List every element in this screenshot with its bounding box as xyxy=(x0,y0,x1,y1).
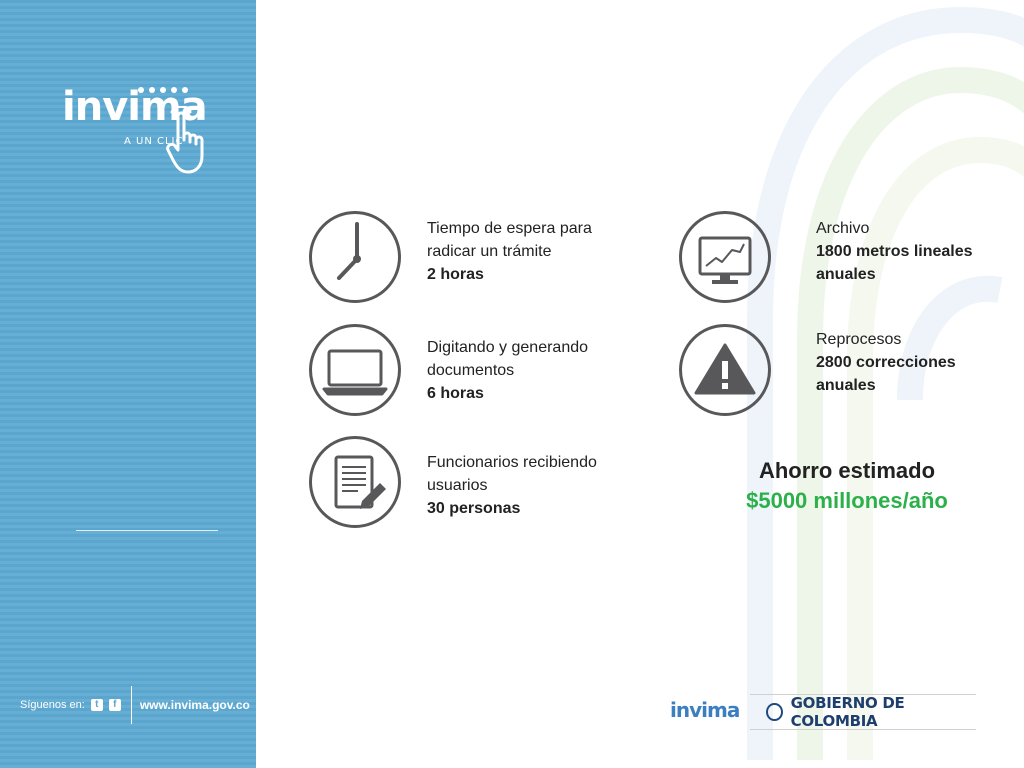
document-pen-icon xyxy=(309,436,401,528)
government-logo xyxy=(750,694,976,730)
item-typing-value: 6 horas xyxy=(427,385,484,402)
item-archive xyxy=(816,217,973,286)
social-label: Síguenos en: xyxy=(20,699,85,711)
savings-label: Ahorro estimado xyxy=(758,458,936,483)
colombia-seal-icon xyxy=(766,703,783,721)
item-wait-time-value: 2 horas xyxy=(427,266,484,283)
twitter-icon[interactable]: t xyxy=(91,699,103,711)
pointing-hand-icon xyxy=(164,106,208,176)
item-wait-time-line1: Tiempo de espera para xyxy=(427,220,592,237)
item-archive-value2: anuales xyxy=(816,266,876,283)
item-rework xyxy=(816,328,956,397)
item-staff-line2: usuarios xyxy=(427,477,488,494)
warning-icon xyxy=(679,324,771,416)
facebook-icon[interactable]: f xyxy=(109,699,121,711)
social-separator xyxy=(131,686,132,724)
item-typing-line1: Digitando y generando xyxy=(427,339,589,356)
monitor-chart-icon xyxy=(679,211,771,303)
sidebar-divider xyxy=(76,530,218,531)
footer-invima-logo xyxy=(670,694,740,728)
savings-block xyxy=(712,456,982,516)
item-rework-line1: Reprocesos xyxy=(816,331,902,348)
item-wait-time-line2: radicar un trámite xyxy=(427,243,552,260)
social-bar xyxy=(20,690,250,720)
logo-subtitle: A UN CLIC xyxy=(124,136,184,147)
website-link[interactable]: www.invima.gov.co xyxy=(139,698,250,712)
item-archive-value1: 1800 metros lineales xyxy=(816,243,973,260)
item-rework-value1: 2800 correcciones xyxy=(816,354,956,371)
clock-icon xyxy=(309,211,401,303)
item-typing-line2: documentos xyxy=(427,362,515,379)
item-rework-value2: anuales xyxy=(816,377,876,394)
logo-text: invima xyxy=(62,84,207,130)
footer-invima-text: invima xyxy=(670,698,740,722)
laptop-icon xyxy=(309,324,401,416)
government-text: GOBIERNO DE COLOMBIA xyxy=(790,694,905,730)
savings-value: $5000 millones/año xyxy=(746,488,948,513)
item-typing xyxy=(427,336,588,405)
item-staff xyxy=(427,451,597,520)
item-staff-line1: Funcionarios recibiendo xyxy=(427,454,597,471)
item-archive-line1: Archivo xyxy=(816,220,870,237)
item-wait-time xyxy=(427,217,592,286)
invima-logo xyxy=(62,80,212,180)
item-staff-value: 30 personas xyxy=(427,500,521,517)
sidebar xyxy=(0,0,256,768)
